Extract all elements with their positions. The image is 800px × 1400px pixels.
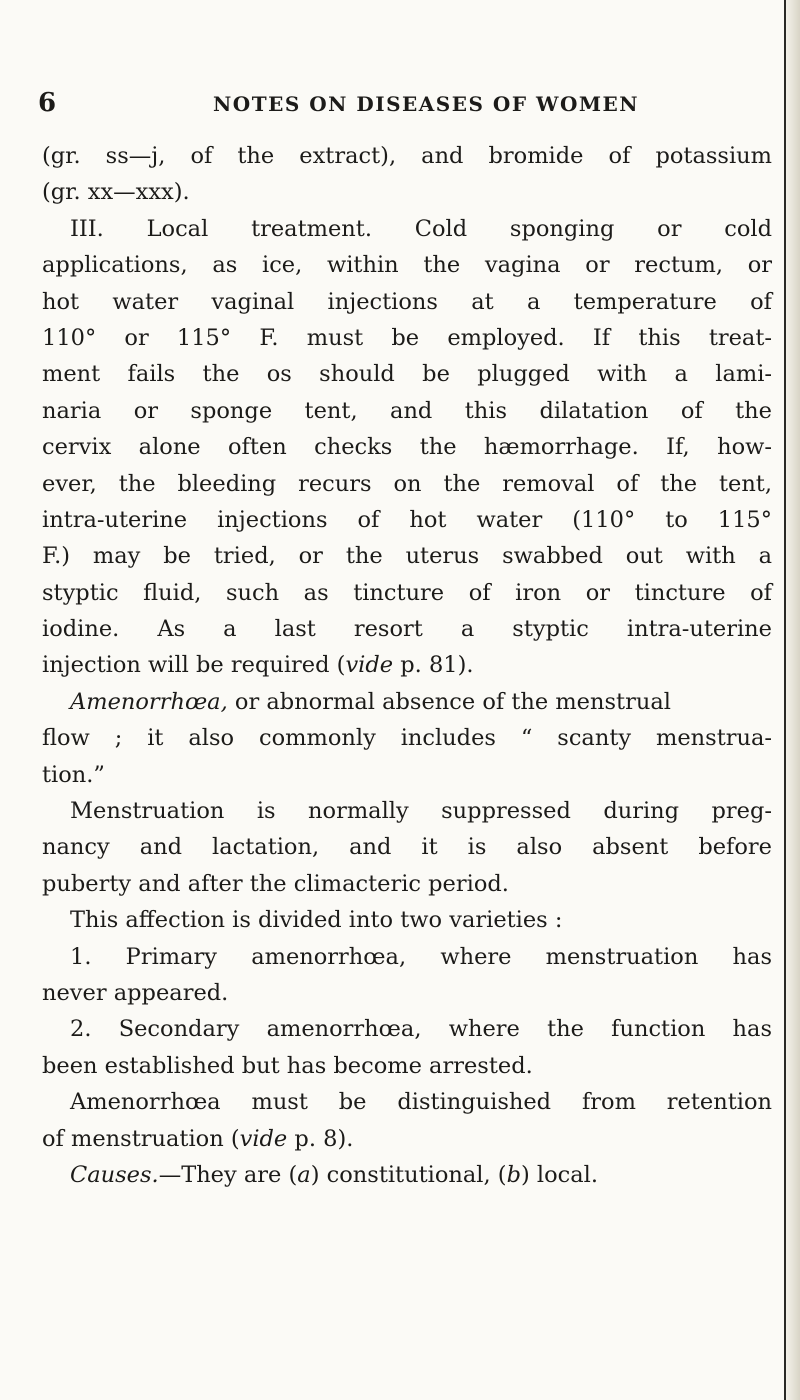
- text-line: 110° or 115° F. must be employed. If this treat-: [42, 324, 772, 351]
- text-line: Menstruation is normally suppressed during preg-: [70, 798, 772, 825]
- text-line: [42, 684, 772, 720]
- text-line: F.) may be tried, or the uterus swabbed out with a: [42, 543, 772, 570]
- text-line: styptic fluid, such as tincture of iron or tincture of: [42, 579, 772, 606]
- text-line: been established but has become arrested.: [42, 1052, 533, 1079]
- italic-run: b: [506, 1161, 521, 1188]
- text-line: [42, 1157, 772, 1193]
- text-line: intra-uterine injections of hot water (110° to 115°: [42, 506, 772, 533]
- page-edge: [784, 0, 800, 1400]
- text-line: [42, 647, 772, 683]
- text-line: Amenorrhœa must be distinguished from retention: [70, 1089, 772, 1116]
- text-run: injection will be required (: [42, 652, 346, 679]
- text-line: never appeared.: [42, 979, 229, 1006]
- text-line: 1. Primary amenorrhœa, where menstruation has: [70, 943, 772, 970]
- italic-run: vide: [345, 652, 394, 679]
- text-line: tion.”: [42, 761, 105, 788]
- text-run: ) constitutional, (: [310, 1161, 507, 1188]
- text-line: (gr. xx—xxx).: [42, 179, 190, 206]
- text-line: III. Local treatment. Cold sponging or cold: [70, 215, 772, 242]
- text-line: puberty and after the climacteric period.: [42, 870, 509, 897]
- page-number: 6: [38, 88, 58, 118]
- text-line: ment fails the os should be plugged with a lami-: [42, 361, 772, 388]
- text-line: [42, 1121, 772, 1157]
- text-run: ) local.: [520, 1161, 599, 1188]
- text-run: or abnormal absence of the menstrual: [227, 688, 671, 715]
- text-line: applications, as ice, within the vagina or rectum, or: [42, 252, 772, 279]
- running-title: NOTES ON DISEASES OF WOMEN: [213, 92, 640, 116]
- text-line: cervix alone often checks the hæmorrhage. If, how-: [42, 434, 772, 461]
- italic-run: a: [297, 1161, 311, 1188]
- body-text: [42, 138, 772, 1193]
- text-line: 2. Secondary amenorrhœa, where the function has: [70, 1016, 772, 1043]
- section-heading-italic: Amenorrhœa,: [70, 688, 228, 715]
- text-line: flow ; it also commonly includes “ scanty menstrua-: [42, 725, 772, 752]
- text-run: p. 8).: [287, 1125, 354, 1152]
- italic-run: vide: [239, 1125, 288, 1152]
- text-line: hot water vaginal injections at a temperature of: [42, 288, 772, 315]
- text-line: This affection is divided into two varieties :: [70, 907, 563, 934]
- text-line: (gr. ss—j, of the extract), and bromide of potassium: [42, 143, 772, 169]
- text-run: of menstruation (: [42, 1125, 240, 1152]
- text-line: ever, the bleeding recurs on the removal of the tent,: [42, 470, 772, 497]
- text-line: iodine. As a last resort a styptic intra-uterine: [42, 616, 772, 643]
- text-line: nancy and lactation, and it is also absent before: [42, 834, 772, 861]
- text-run: —They are (: [158, 1161, 298, 1188]
- text-run: p. 81).: [393, 652, 474, 679]
- section-heading-italic: Causes.: [70, 1161, 159, 1188]
- page-header: [38, 88, 758, 128]
- text-line: naria or sponge tent, and this dilatation of the: [42, 397, 772, 424]
